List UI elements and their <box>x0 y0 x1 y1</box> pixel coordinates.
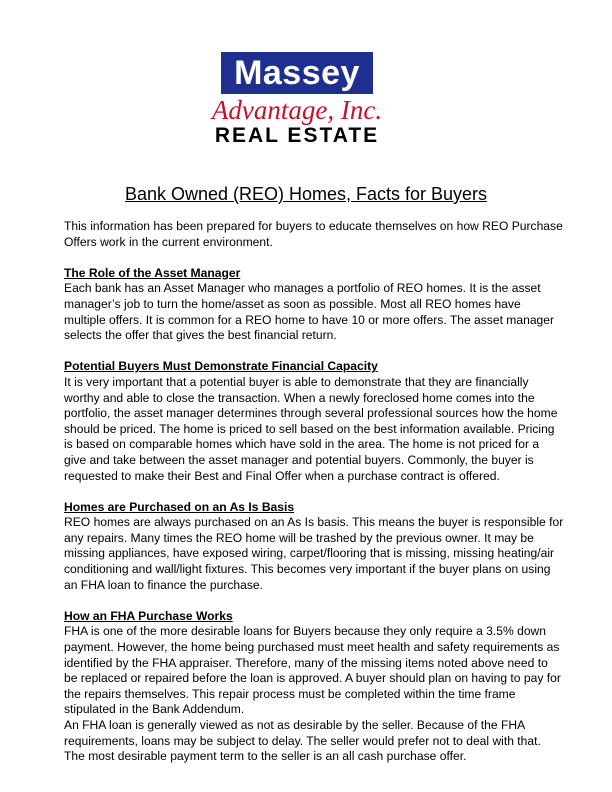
logo-tagline: Advantage, Inc. <box>211 95 383 125</box>
section-paragraph: Each bank has an Asset Manager who manages a portfolio of REO homes. It is the asset manager’s job to turn the home/asset as soon as possible. Most all REO homes have multiple offers. It is common for a REO home to have 10 or more offers. The asset manager selects the offer that gives the best financial return. <box>64 281 555 343</box>
section-as-is-basis <box>64 500 564 594</box>
section-heading: Potential Buyers Must Demonstrate Financial Capacity <box>64 359 378 374</box>
section-paragraph: FHA is one of the more desirable loans for Buyers because they only require a 3.5% down payment. However, the home being purchased must meet health and safety requirements as identified by the FHA appraiser. Therefore, many of the missing items noted above need to be replaced or repaired before the loan is approved. A buyer should plan on having to pay for the repairs themselves. This repair process must be completed within the time frame stipulated in the Bank Addendum. <box>64 624 561 717</box>
section-fha-purchase <box>64 609 564 765</box>
section-paragraph: It is very important that a potential buyer is able to demonstrate that they are financially worthy and able to close the transaction. When a newly foreclosed home comes into the portfolio, the asset manager determines through several professional sources how the home should be priced. The home is priced to sell based on the best information available. Pricing is based on comparable homes which have sold in the area. The home is not priced for a give and take between the asset manager and potential buyers. Commonly, the buyer is requested to make their Best and Final Offer when a purchase contract is offered. <box>64 374 558 483</box>
logo-subtitle: REAL ESTATE <box>214 124 380 147</box>
company-logo <box>208 52 386 148</box>
logo-name: Massey <box>221 52 373 94</box>
document-body <box>64 219 564 765</box>
section-heading: The Role of the Asset Manager <box>64 265 241 280</box>
section-asset-manager <box>64 266 564 344</box>
section-paragraph: REO homes are always purchased on an As Is basis. This means the buyer is responsible for any repairs. Many times the REO home will be trashed by the previous owner. It may be missing appliances, have exposed wiring, carpet/flooring that is missing, missing heating/air conditioning and wall/light fixtures. This becomes very important if the buyer plans on using an FHA loan to finance the purchase. <box>64 515 564 592</box>
section-paragraph: An FHA loan is generally viewed as not as desirable by the seller. Because of the FHA requirements, loans may be subject to delay. The seller would prefer not to deal with that. The most desirable payment term to the seller is an all cash purchase offer. <box>64 718 541 764</box>
section-heading: How an FHA Purchase Works <box>64 608 233 623</box>
intro-paragraph: This information has been prepared for buyers to educate themselves on how REO Purchase Offers work in the current environment. <box>64 219 563 249</box>
section-financial-capacity <box>64 359 564 484</box>
page-title: Bank Owned (REO) Homes, Facts for Buyers <box>124 184 488 204</box>
section-heading: Homes are Purchased on an As Is Basis <box>64 499 295 514</box>
